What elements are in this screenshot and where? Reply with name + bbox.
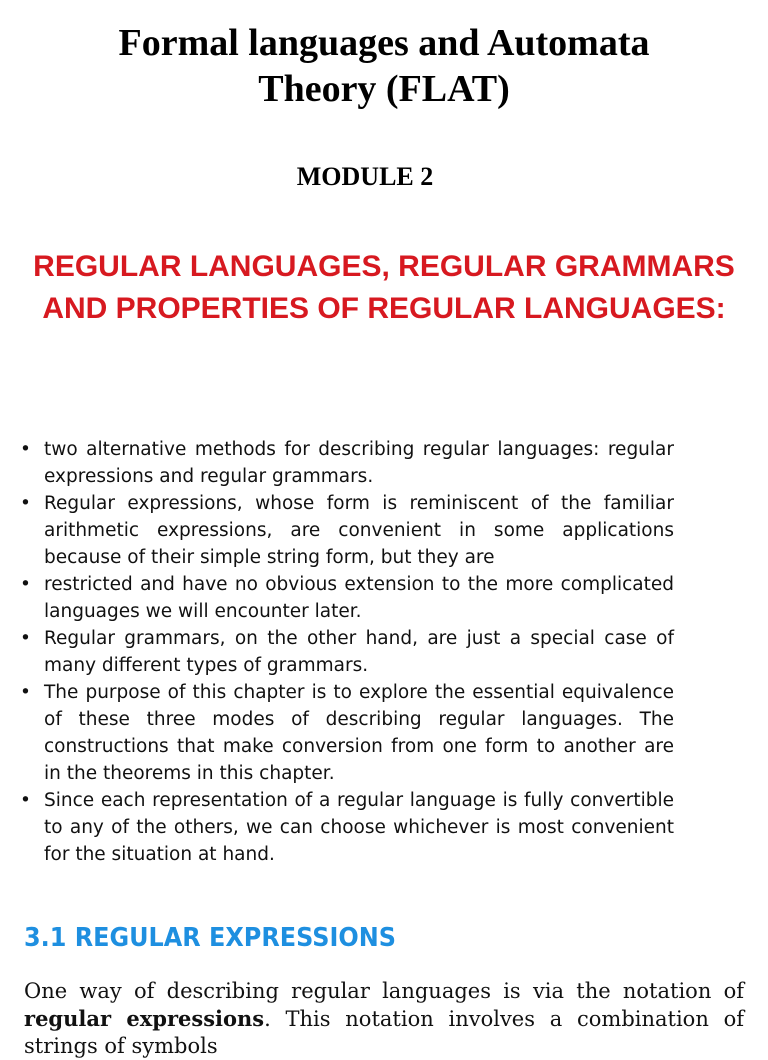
title-line-1: Formal languages and Automata	[118, 22, 650, 64]
bullet-icon: •	[20, 628, 31, 649]
intro-text-start: One way of describing regular languages is via the notation of	[24, 979, 744, 1003]
intro-paragraph	[24, 978, 744, 1060]
list-item	[20, 625, 674, 679]
document-title	[0, 20, 768, 112]
list-item-text: Regular expressions, whose form is reminiscent of the familiar arithmetic expressions, are convenient in some applications because of their simple string form, but they are	[44, 493, 674, 568]
subsection-heading: 3.1 REGULAR EXPRESSIONS	[24, 923, 396, 953]
bullet-icon: •	[20, 682, 31, 703]
bullet-icon: •	[20, 790, 31, 811]
list-item-text: restricted and have no obvious extension to the more complicated languages we will encounter later.	[44, 574, 674, 622]
list-item	[20, 490, 674, 571]
section-heading-line-2: AND PROPERTIES OF REGULAR LANGUAGES:	[42, 292, 726, 325]
intro-text-end: . This notation involves a combination of strings of symbols	[24, 1007, 744, 1058]
intro-term-bold: regular expressions	[24, 1006, 265, 1031]
title-line-2: Theory (FLAT)	[258, 68, 510, 110]
module-label: MODULE 2	[296, 162, 434, 191]
list-item-text: Since each representation of a regular language is fully convertible to any of the others, we can choose whichever is most convenient for the situation at hand.	[44, 790, 674, 865]
list-item-text: two alternative methods for describing regular languages: regular expressions and regular grammars.	[44, 439, 674, 487]
list-item-text: The purpose of this chapter is to explore the essential equivalence of these three modes of describing regular languages. The constructions that make conversion from one form to another are in the theorems in this chapter.	[44, 682, 674, 784]
bullet-icon: •	[20, 493, 31, 514]
section-heading-line-1: REGULAR LANGUAGES, REGULAR GRAMMARS	[33, 250, 735, 283]
list-item-text: Regular grammars, on the other hand, are just a special case of many different types of grammars.	[44, 628, 674, 676]
section-heading	[0, 246, 768, 330]
list-item	[20, 571, 674, 625]
list-item	[20, 436, 674, 490]
bullet-icon: •	[20, 439, 31, 460]
bullet-icon: •	[20, 574, 31, 595]
list-item	[20, 679, 674, 787]
list-item	[20, 787, 674, 868]
bullet-list	[20, 436, 674, 868]
